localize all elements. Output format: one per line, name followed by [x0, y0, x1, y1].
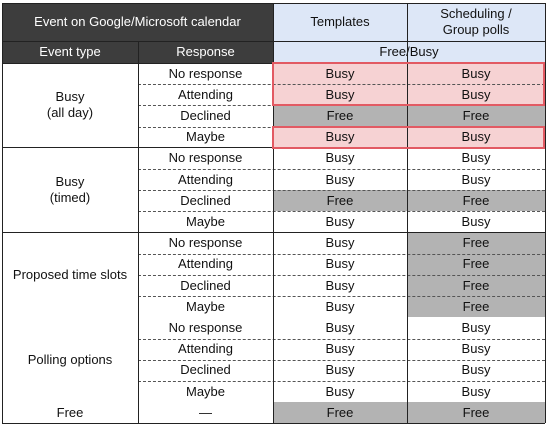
response-cell-text: No response	[168, 319, 243, 335]
templates-value-cell	[273, 381, 407, 402]
scheduling-value-cell	[407, 105, 545, 126]
response-cell	[138, 127, 273, 148]
header-scheduling-group-polls	[407, 3, 545, 41]
templates-value-cell	[273, 296, 407, 317]
response-cell-text: Declined	[180, 107, 231, 123]
response-cell-text: Maybe	[185, 213, 226, 229]
templates-value-cell	[273, 254, 407, 275]
response-cell	[138, 63, 273, 84]
scheduling-value-cell-text: Busy	[461, 65, 491, 81]
response-cell	[138, 317, 273, 338]
scheduling-value-cell-text: Free	[462, 235, 490, 251]
response-cell	[138, 360, 273, 381]
templates-value-cell	[273, 127, 407, 148]
scheduling-value-cell-text: Free	[462, 256, 490, 272]
event-type-cell	[2, 402, 138, 423]
templates-value-cell-text: Busy	[325, 65, 355, 81]
templates-value-cell-text: Busy	[325, 213, 355, 229]
scheduling-value-cell-text: Free	[462, 107, 490, 123]
scheduling-value-cell	[407, 402, 545, 423]
templates-value-cell-text: Busy	[325, 235, 355, 251]
scheduling-value-cell-text: Free	[462, 277, 490, 293]
templates-value-cell	[273, 360, 407, 381]
event-type-cell	[2, 63, 138, 148]
scheduling-value-cell	[407, 190, 545, 211]
scheduling-value-cell-text: Busy	[461, 319, 491, 335]
templates-value-cell-text: Free	[326, 404, 354, 420]
header-templates-text: Templates	[310, 14, 370, 29]
templates-value-cell	[273, 169, 407, 190]
response-cell	[138, 169, 273, 190]
scheduling-value-cell	[407, 84, 545, 105]
event-type-cell-text: Polling options	[27, 351, 113, 367]
header-templates	[273, 3, 407, 41]
templates-value-cell	[273, 190, 407, 211]
scheduling-value-cell	[407, 296, 545, 317]
response-cell	[138, 105, 273, 126]
header-calendar-title-text: Event on Google/Microsoft calendar	[34, 14, 241, 29]
response-cell-text: Attending	[178, 171, 233, 187]
templates-value-cell-text: Busy	[325, 341, 355, 357]
event-type-cell	[2, 148, 138, 233]
scheduling-value-cell-text: Busy	[461, 171, 491, 187]
templates-value-cell	[273, 402, 407, 423]
response-cell-text: Maybe	[185, 298, 226, 314]
scheduling-value-cell-text: Busy	[461, 150, 491, 166]
templates-value-cell-text: Busy	[325, 256, 355, 272]
event-type-cell-text: Proposed time slots	[12, 266, 128, 282]
templates-value-cell-text: Busy	[325, 319, 355, 335]
response-cell	[138, 254, 273, 275]
templates-value-cell	[273, 275, 407, 296]
response-cell-text: Declined	[180, 362, 231, 378]
templates-value-cell-text: Busy	[325, 171, 355, 187]
event-type-cell	[2, 317, 138, 402]
templates-value-cell-text: Free	[326, 107, 354, 123]
templates-value-cell-text: Free	[326, 192, 354, 208]
header-calendar-title	[2, 3, 273, 41]
templates-value-cell	[273, 148, 407, 169]
event-type-cell-text: Busy (all day)	[46, 89, 94, 121]
response-cell-text: Maybe	[185, 383, 226, 399]
response-cell-text: —	[199, 404, 212, 420]
scheduling-value-cell	[407, 317, 545, 338]
scheduling-value-cell	[407, 63, 545, 84]
templates-value-cell-text: Busy	[325, 129, 355, 145]
response-cell	[138, 233, 273, 254]
scheduling-value-cell	[407, 339, 545, 360]
scheduling-value-cell-text: Busy	[461, 362, 491, 378]
response-cell-text: Attending	[178, 256, 233, 272]
response-cell-text: Attending	[178, 341, 233, 357]
scheduling-value-cell	[407, 148, 545, 169]
templates-value-cell	[273, 105, 407, 126]
response-cell-text: Declined	[180, 277, 231, 293]
scheduling-value-cell	[407, 360, 545, 381]
header-response	[138, 41, 273, 63]
templates-value-cell-text: Busy	[325, 383, 355, 399]
header-scheduling-group-polls-text: Scheduling / Group polls	[440, 6, 512, 37]
templates-value-cell	[273, 84, 407, 105]
response-cell-text: No response	[168, 65, 243, 81]
scheduling-value-cell-text: Free	[462, 298, 490, 314]
event-type-cell	[2, 233, 138, 318]
response-cell	[138, 148, 273, 169]
templates-value-cell	[273, 211, 407, 232]
scheduling-value-cell-text: Busy	[461, 86, 491, 102]
response-cell	[138, 296, 273, 317]
response-cell-text: Declined	[180, 192, 231, 208]
response-cell	[138, 84, 273, 105]
response-cell	[138, 275, 273, 296]
header-free-busy	[273, 41, 545, 63]
response-cell	[138, 190, 273, 211]
templates-value-cell-text: Busy	[325, 277, 355, 293]
response-cell-text: No response	[168, 150, 243, 166]
scheduling-value-cell-text: Busy	[461, 383, 491, 399]
header-event-type	[2, 41, 138, 63]
scheduling-value-cell	[407, 254, 545, 275]
event-type-cell-text: Busy (timed)	[49, 174, 91, 206]
event-type-cell-text: Free	[56, 404, 84, 420]
response-cell-text: Maybe	[185, 129, 226, 145]
scheduling-value-cell	[407, 211, 545, 232]
response-cell	[138, 211, 273, 232]
templates-value-cell-text: Busy	[325, 362, 355, 378]
templates-value-cell	[273, 339, 407, 360]
scheduling-value-cell	[407, 275, 545, 296]
templates-value-cell-text: Busy	[325, 86, 355, 102]
response-cell	[138, 402, 273, 423]
response-cell	[138, 339, 273, 360]
header-response-text: Response	[176, 44, 235, 59]
scheduling-value-cell-text: Free	[462, 192, 490, 208]
header-free-busy-text: Free/Busy	[379, 44, 439, 59]
templates-value-cell	[273, 317, 407, 338]
templates-value-cell-text: Busy	[325, 298, 355, 314]
response-cell-text: No response	[168, 235, 243, 251]
scheduling-value-cell-text: Free	[462, 404, 490, 420]
scheduling-value-cell	[407, 233, 545, 254]
templates-value-cell-text: Busy	[325, 150, 355, 166]
scheduling-value-cell-text: Busy	[461, 129, 491, 145]
scheduling-value-cell-text: Busy	[461, 213, 491, 229]
response-cell	[138, 381, 273, 402]
scheduling-value-cell	[407, 127, 545, 148]
templates-value-cell	[273, 63, 407, 84]
response-cell-text: Attending	[178, 86, 233, 102]
scheduling-value-cell	[407, 169, 545, 190]
scheduling-value-cell	[407, 381, 545, 402]
scheduling-value-cell-text: Busy	[461, 341, 491, 357]
templates-value-cell	[273, 233, 407, 254]
header-event-type-text: Event type	[39, 44, 101, 59]
